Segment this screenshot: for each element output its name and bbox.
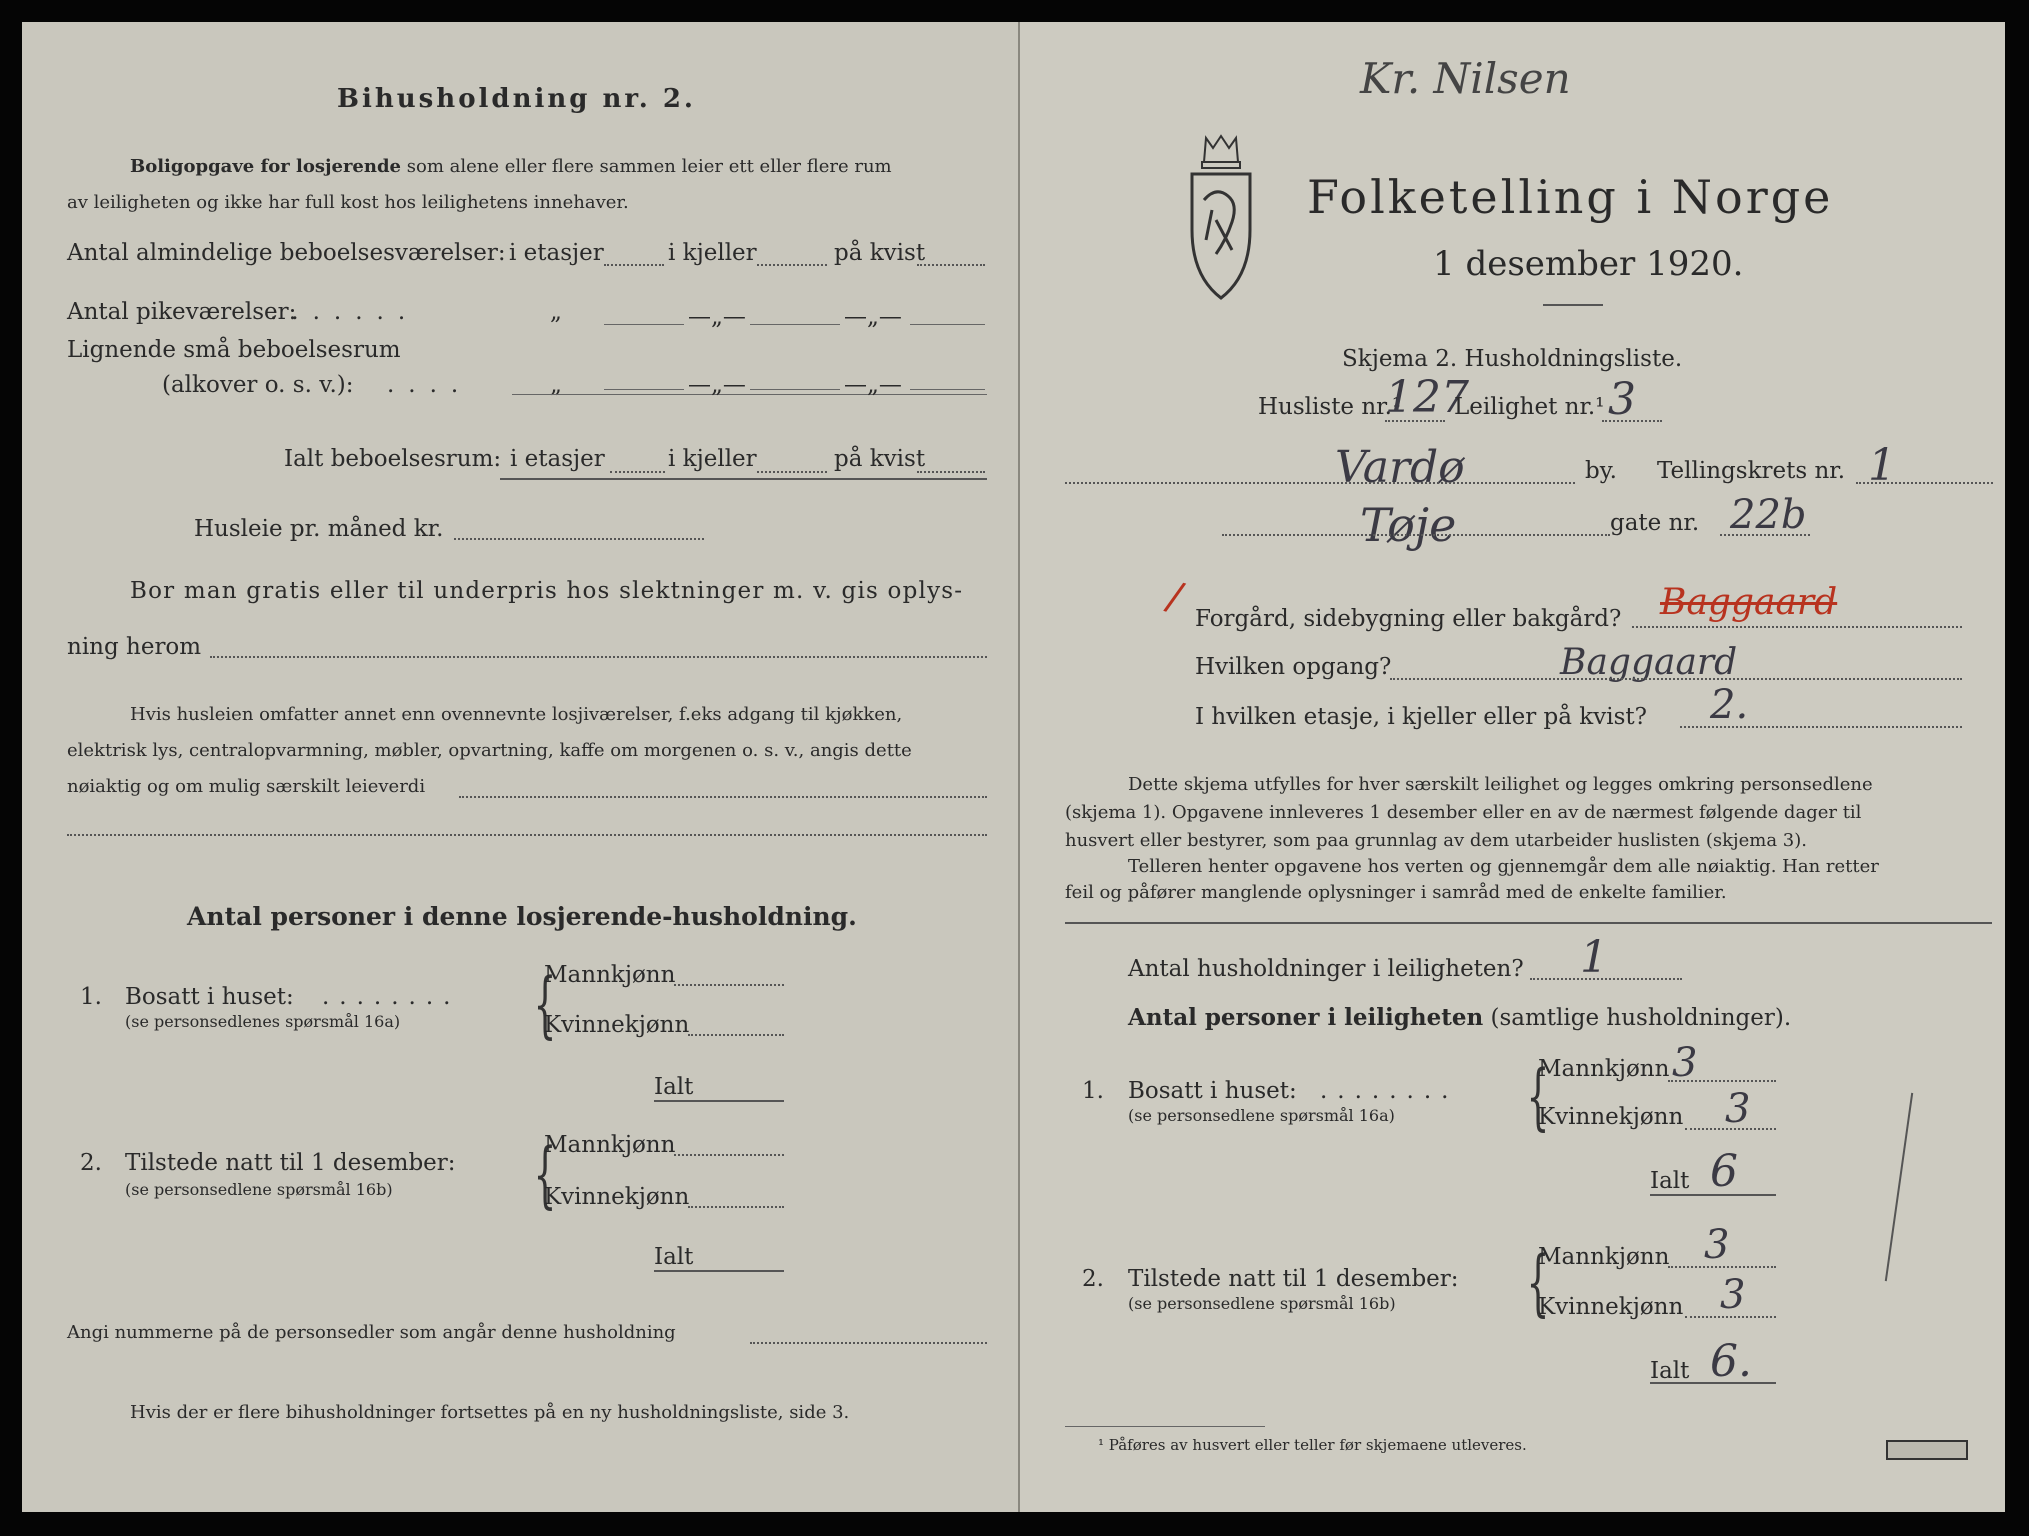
opgang-value: Baggaard xyxy=(1560,642,1738,683)
pike-field-3[interactable] xyxy=(910,324,985,325)
q2-mann-label: Mannkjønn xyxy=(544,1132,676,1158)
skjema-label: Skjema 2. Husholdningsliste. xyxy=(1342,346,1683,372)
lignende-field-3[interactable] xyxy=(910,389,985,390)
pike-label: Antal pikeværelser: xyxy=(67,299,297,325)
r-q1-kvinne-label: Kvinnekjønn xyxy=(1538,1104,1684,1130)
ialt-rooms-label: Ialt beboelsesrum: xyxy=(284,446,502,472)
form-title: Folketelling i Norge xyxy=(1307,170,1834,224)
leilighet-value: 3 xyxy=(1608,374,1636,425)
krets-field[interactable] xyxy=(1856,482,1993,484)
rooms-kjeller-field[interactable] xyxy=(757,264,827,266)
q2-mann-field[interactable] xyxy=(674,1154,784,1156)
lignende-label-2: (alkover o. s. v.): xyxy=(162,372,354,398)
ialt-kjeller-label: i kjeller xyxy=(668,446,757,472)
antal-hush-value: 1 xyxy=(1580,932,1608,983)
hvis-line-3: nøiaktig og om mulig særskilt leieverdi xyxy=(67,776,426,797)
printer-stamp-icon xyxy=(1886,1440,1968,1460)
census-date: 1 desember 1920. xyxy=(1433,244,1744,284)
footnote-rule xyxy=(1065,1426,1265,1427)
footnote: ¹ Påføres av husvert eller teller før skjemaene utleveres. xyxy=(1098,1436,1527,1454)
q1-kvinne-field[interactable] xyxy=(688,1034,784,1036)
opgang-field[interactable] xyxy=(1390,678,1962,680)
pike-dash-1: —„— xyxy=(688,304,746,330)
bor-field[interactable] xyxy=(210,656,987,658)
gate-value: Tøje xyxy=(1360,498,1457,552)
rooms-kjeller-label: i kjeller xyxy=(668,240,757,266)
title-rule xyxy=(1543,304,1603,306)
ialt-kvist-label: på kvist xyxy=(834,446,926,472)
lignende-dash-2: —„— xyxy=(844,372,902,398)
r-q1-mann-value: 3 xyxy=(1672,1040,1698,1086)
antal-pers-rest: (samtlige husholdninger). xyxy=(1490,1005,1792,1031)
rooms-kvist-label: på kvist xyxy=(834,240,926,266)
info-line-2: (skjema 1). Opgavene innleveres 1 desember eller en av de nærmest følgende dager til xyxy=(1065,802,1862,823)
ialt-kvist-field[interactable] xyxy=(917,471,985,473)
gate-label: gate nr. xyxy=(1610,510,1700,536)
info-line-5: feil og påfører manglende oplysninger i samråd med de enkelte familier. xyxy=(1065,882,1727,903)
rooms-etasjer-field[interactable] xyxy=(604,264,664,266)
q2-ialt-label: Ialt xyxy=(654,1244,694,1270)
r-q1-kvinne-value: 3 xyxy=(1725,1086,1751,1132)
pike-dash-2: —„— xyxy=(844,304,902,330)
husliste-value: 127 xyxy=(1385,372,1469,423)
left-footer: Hvis der er flere bihusholdninger fortsettes på en ny husholdningsliste, side 3. xyxy=(130,1402,850,1423)
bor-line-2: ning herom xyxy=(67,634,202,660)
left-page xyxy=(22,22,1020,1512)
handwritten-name: Kr. Nilsen xyxy=(1360,54,1571,103)
r-q2-mann-value: 3 xyxy=(1704,1222,1730,1268)
husleie-field[interactable] xyxy=(454,538,704,540)
r-q2-ialt-label: Ialt xyxy=(1650,1358,1690,1384)
q2-kvinne-field[interactable] xyxy=(688,1206,784,1208)
q1-sub: (se personsedlenes spørsmål 16a) xyxy=(125,1012,401,1031)
lignende-underline xyxy=(512,394,987,395)
persons-heading: Antal personer i denne losjerende-husholdning. xyxy=(187,902,857,931)
hvis-line-1: Hvis husleien omfatter annet enn ovennevnte losjiværelser, f.eks adgang til kjøkken, xyxy=(130,704,903,725)
hvis-field-2[interactable] xyxy=(67,834,987,836)
r-q2-ialt-field[interactable] xyxy=(1650,1382,1776,1384)
r-q1-brace: { xyxy=(1526,1054,1550,1138)
pike-field-1[interactable] xyxy=(604,324,684,325)
right-page xyxy=(1020,22,2005,1512)
q2-label: Tilstede natt til 1 desember: xyxy=(125,1150,456,1176)
q2-brace: { xyxy=(533,1132,557,1216)
ialt-etasjer-field[interactable] xyxy=(610,471,665,473)
lignende-field-2[interactable] xyxy=(750,389,840,390)
angi-label: Angi nummerne på de personsedler som angår denne husholdning xyxy=(67,1322,676,1343)
lignende-label-1: Lignende små beboelsesrum xyxy=(67,337,401,363)
r-q2-ialt-value: 6. xyxy=(1710,1336,1752,1387)
pike-field-2[interactable] xyxy=(750,324,840,325)
info-line-4: Telleren henter opgavene hos verten og gjennemgår dem alle nøiaktig. Han retter xyxy=(1128,856,1879,877)
lignende-quote-mark: „ xyxy=(550,372,562,398)
r-q1-mann-label: Mannkjønn xyxy=(1538,1056,1670,1082)
q1-ialt-label: Ialt xyxy=(654,1074,694,1100)
forgaard-label: Forgård, sidebygning eller bakgård? xyxy=(1195,606,1622,632)
leilighet-label: Leilighet nr.¹ xyxy=(1454,394,1605,420)
left-title: Bihusholdning nr. 2. xyxy=(337,84,696,114)
angi-field[interactable] xyxy=(750,1342,987,1344)
pike-dots: ....... xyxy=(270,299,420,325)
info-line-3: husvert eller bestyrer, som paa grunnlag av dem utarbeider huslisten (skjema 3). xyxy=(1065,830,1807,851)
hvis-field-1[interactable] xyxy=(459,796,987,798)
forgaard-field[interactable] xyxy=(1632,626,1962,628)
intro-line-2: av leiligheten og ikke har full kost hos leilighetens innehaver. xyxy=(67,192,629,213)
r-q2-kvinne-value: 3 xyxy=(1720,1272,1746,1318)
r-q1-ialt-field[interactable] xyxy=(1650,1194,1776,1196)
r-q2-mann-field[interactable] xyxy=(1668,1266,1776,1268)
opgang-label: Hvilken opgang? xyxy=(1195,654,1392,680)
q1-mann-label: Mannkjønn xyxy=(544,962,676,988)
q2-number: 2. xyxy=(80,1150,102,1176)
husliste-field[interactable] xyxy=(1385,420,1445,422)
r-q1-ialt-label: Ialt xyxy=(1650,1168,1690,1194)
red-check-mark: / xyxy=(1161,573,1189,621)
q1-kvinne-label: Kvinnekjønn xyxy=(544,1012,690,1038)
r-q2-number: 2. xyxy=(1082,1266,1104,1292)
ialt-double-rule xyxy=(500,478,987,480)
r-q2-brace: { xyxy=(1526,1240,1550,1324)
r-q2-kvinne-label: Kvinnekjønn xyxy=(1538,1294,1684,1320)
intro-rest: som alene eller flere sammen leier ett eller flere rum xyxy=(406,156,892,177)
etasje-label: I hvilken etasje, i kjeller eller på kvist? xyxy=(1195,704,1647,730)
r-q1-number: 1. xyxy=(1082,1078,1104,1104)
r-q2-kvinne-field[interactable] xyxy=(1685,1316,1776,1318)
krets-value: 1 xyxy=(1868,440,1896,491)
r-q2-sub: (se personsedlene spørsmål 16b) xyxy=(1128,1294,1396,1313)
r-q1-kvinne-field[interactable] xyxy=(1685,1128,1776,1130)
antal-hush-label: Antal husholdninger i leiligheten? xyxy=(1128,956,1524,982)
pike-quote-mark: „ xyxy=(550,299,562,325)
q2-ialt-field[interactable] xyxy=(654,1270,784,1272)
etasje-field[interactable] xyxy=(1680,726,1962,728)
info-rule xyxy=(1065,922,1992,924)
bor-line-1: Bor man gratis eller til underpris hos slektninger m. v. gis oplys- xyxy=(130,578,964,604)
q1-ialt-field[interactable] xyxy=(654,1100,784,1102)
q2-kvinne-label: Kvinnekjønn xyxy=(544,1184,690,1210)
intro-line-1 xyxy=(130,156,892,177)
r-q1-mann-field[interactable] xyxy=(1668,1080,1776,1082)
gate-nr-value: 22b xyxy=(1730,492,1807,538)
leilighet-field[interactable] xyxy=(1602,420,1662,422)
rooms-label: Antal almindelige beboelsesværelser: xyxy=(67,240,506,266)
etasje-value: 2. xyxy=(1710,682,1749,728)
antal-hush-field[interactable] xyxy=(1530,978,1682,980)
antal-pers-bold: Antal personer i leiligheten xyxy=(1128,1004,1484,1031)
ialt-kjeller-field[interactable] xyxy=(757,471,827,473)
r-q2-label: Tilstede natt til 1 desember: xyxy=(1128,1266,1459,1292)
rooms-kvist-field[interactable] xyxy=(917,264,985,266)
r-q1-ialt-value: 6 xyxy=(1710,1146,1738,1197)
gate-nr-field[interactable] xyxy=(1720,534,1810,536)
husliste-label: Husliste nr.¹ xyxy=(1258,394,1402,420)
antal-pers-line xyxy=(1128,1004,1791,1031)
by-field[interactable] xyxy=(1065,482,1575,484)
q1-dots: ........ xyxy=(322,984,461,1010)
r-q1-dots: ........ xyxy=(1320,1078,1459,1104)
krets-label: Tellingskrets nr. xyxy=(1657,458,1846,484)
info-line-1: Dette skjema utfylles for hver særskilt leilighet og legges omkring personsedlene xyxy=(1128,774,1873,795)
by-label: by. xyxy=(1585,458,1617,484)
hvis-line-2: elektrisk lys, centralopvarmning, møbler, opvartning, kaffe om morgenen o. s. v., angis dette xyxy=(67,740,912,761)
intro-bold: Boligopgave for losjerende xyxy=(130,156,402,177)
q1-mann-field[interactable] xyxy=(674,984,784,986)
r-q1-sub: (se personsedlene spørsmål 16a) xyxy=(1128,1106,1395,1125)
gate-field[interactable] xyxy=(1222,534,1610,536)
husleie-label: Husleie pr. måned kr. xyxy=(194,516,444,542)
coat-of-arms-icon xyxy=(1186,130,1256,302)
r-q1-label: Bosatt i huset: xyxy=(1128,1078,1297,1104)
pencil-mark xyxy=(1885,1093,1913,1281)
q1-number: 1. xyxy=(80,984,102,1010)
rooms-etasjer-label: i etasjer xyxy=(509,240,604,266)
lignende-field-1[interactable] xyxy=(604,389,684,390)
r-q2-mann-label: Mannkjønn xyxy=(1538,1244,1670,1270)
ialt-etasjer-label: i etasjer xyxy=(510,446,605,472)
forgaard-value: Baggaard xyxy=(1660,582,1838,623)
q1-label: Bosatt i huset: xyxy=(125,984,294,1010)
lignende-dots: .... xyxy=(387,372,473,398)
q2-sub: (se personsedlene spørsmål 16b) xyxy=(125,1180,393,1199)
lignende-dash-1: —„— xyxy=(688,372,746,398)
q1-brace: { xyxy=(533,962,557,1046)
by-value: Vardø xyxy=(1335,442,1465,493)
